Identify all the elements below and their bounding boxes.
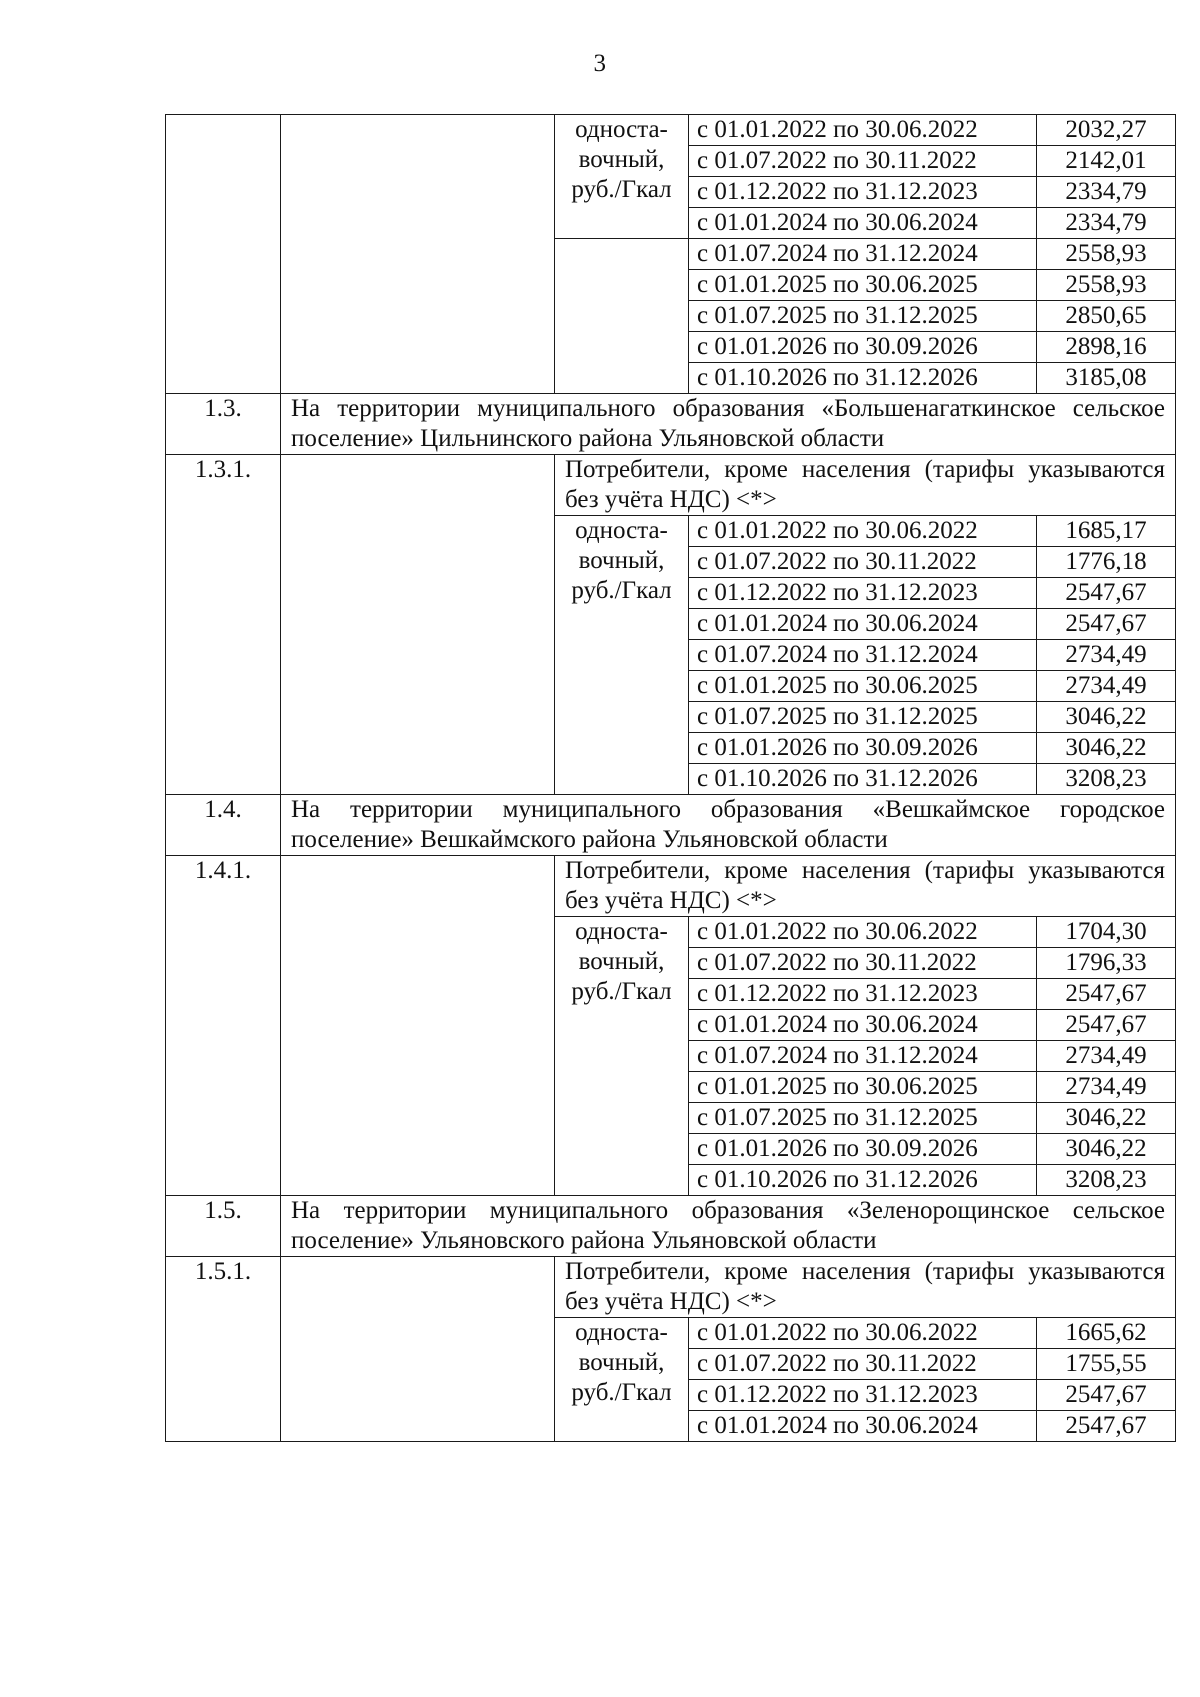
tariff-period: с 01.01.2024 по 30.06.2024 [689, 1411, 1037, 1442]
tariff-period: с 01.10.2026 по 31.12.2026 [689, 363, 1037, 394]
tariff-period: с 01.01.2024 по 30.06.2024 [689, 208, 1037, 239]
tariff-period: с 01.01.2024 по 30.06.2024 [689, 1010, 1037, 1041]
tariff-period: с 01.07.2025 по 31.12.2025 [689, 702, 1037, 733]
tariff-period: с 01.01.2022 по 30.06.2022 [689, 917, 1037, 948]
consumers-row [166, 856, 1176, 917]
tariff-table [165, 114, 1176, 1442]
tariff-period: с 01.01.2025 по 30.06.2025 [689, 1072, 1037, 1103]
tariff-period: с 01.07.2025 по 31.12.2025 [689, 1103, 1037, 1134]
tariff-value: 2547,67 [1037, 1380, 1176, 1411]
tariff-period: с 01.01.2026 по 30.09.2026 [689, 332, 1037, 363]
subsection-number: 1.3.1. [166, 455, 281, 795]
tariff-period: с 01.01.2024 по 30.06.2024 [689, 609, 1037, 640]
subsection-number: 1.5.1. [166, 1257, 281, 1442]
tariff-value: 3208,23 [1037, 1165, 1176, 1196]
tariff-value: 3185,08 [1037, 363, 1176, 394]
tariff-period: с 01.12.2022 по 31.12.2023 [689, 578, 1037, 609]
consumers-row [166, 1257, 1176, 1318]
section-header-row [166, 1196, 1176, 1257]
tariff-value: 2558,93 [1037, 270, 1176, 301]
tariff-period: с 01.01.2025 по 30.06.2025 [689, 270, 1037, 301]
tariff-value: 3046,22 [1037, 1103, 1176, 1134]
tariff-value: 3046,22 [1037, 702, 1176, 733]
tariff-value: 2334,79 [1037, 177, 1176, 208]
tariff-period: с 01.07.2022 по 30.11.2022 [689, 146, 1037, 177]
consumers-description: Потребители, кроме населения (тарифы указываются без учёта НДС) <*> [555, 856, 1176, 917]
empty-cell [166, 115, 281, 394]
consumers-description: Потребители, кроме населения (тарифы указываются без учёта НДС) <*> [555, 455, 1176, 516]
tariff-value: 1685,17 [1037, 516, 1176, 547]
empty-cell [281, 455, 555, 795]
section-header-row [166, 394, 1176, 455]
tariff-period: с 01.07.2022 по 30.11.2022 [689, 1349, 1037, 1380]
tariff-period: с 01.07.2022 по 30.11.2022 [689, 547, 1037, 578]
tariff-period: с 01.07.2024 по 31.12.2024 [689, 1041, 1037, 1072]
empty-cell [281, 1257, 555, 1442]
tariff-row [166, 115, 1176, 146]
tariff-value: 2734,49 [1037, 671, 1176, 702]
tariff-value: 2558,93 [1037, 239, 1176, 270]
section-number: 1.5. [166, 1196, 281, 1257]
tariff-value: 2547,67 [1037, 1411, 1176, 1442]
page-number: 3 [593, 50, 607, 77]
tariff-period: с 01.12.2022 по 31.12.2023 [689, 177, 1037, 208]
empty-cell [281, 115, 555, 394]
tariff-value: 1665,62 [1037, 1318, 1176, 1349]
tariff-value: 2334,79 [1037, 208, 1176, 239]
tariff-period: с 01.01.2022 по 30.06.2022 [689, 516, 1037, 547]
tariff-value: 2734,49 [1037, 1041, 1176, 1072]
section-number: 1.3. [166, 394, 281, 455]
tariff-period: с 01.12.2022 по 31.12.2023 [689, 979, 1037, 1010]
consumers-description: Потребители, кроме населения (тарифы указываются без учёта НДС) <*> [555, 1257, 1176, 1318]
tariff-value: 2734,49 [1037, 640, 1176, 671]
tariff-value: 3208,23 [1037, 764, 1176, 795]
tariff-value: 1796,33 [1037, 948, 1176, 979]
section-number: 1.4. [166, 795, 281, 856]
section-title: На территории муниципального образования «Зеленорощинское сельское поселение» Ульяновского района Ульяновской области [281, 1196, 1176, 1257]
tariff-period: с 01.07.2025 по 31.12.2025 [689, 301, 1037, 332]
tariff-unit-label: односта- вочный, руб./Гкал [555, 115, 689, 239]
consumers-row [166, 455, 1176, 516]
tariff-period: с 01.01.2026 по 30.09.2026 [689, 733, 1037, 764]
tariff-value: 2142,01 [1037, 146, 1176, 177]
tariff-value: 2734,49 [1037, 1072, 1176, 1103]
tariff-period: с 01.07.2022 по 30.11.2022 [689, 948, 1037, 979]
tariff-value: 1755,55 [1037, 1349, 1176, 1380]
tariff-value: 2032,27 [1037, 115, 1176, 146]
tariff-value: 2547,67 [1037, 979, 1176, 1010]
empty-cell [555, 239, 689, 394]
tariff-value: 3046,22 [1037, 1134, 1176, 1165]
tariff-value: 2547,67 [1037, 578, 1176, 609]
empty-cell [281, 856, 555, 1196]
tariff-period: с 01.07.2024 по 31.12.2024 [689, 640, 1037, 671]
subsection-number: 1.4.1. [166, 856, 281, 1196]
tariff-period: с 01.01.2022 по 30.06.2022 [689, 1318, 1037, 1349]
tariff-period: с 01.01.2025 по 30.06.2025 [689, 671, 1037, 702]
section-title: На территории муниципального образования «Большенагаткинское сельское поселение» Цильнинского района Ульяновской области [281, 394, 1176, 455]
tariff-value: 3046,22 [1037, 733, 1176, 764]
tariff-value: 2547,67 [1037, 609, 1176, 640]
tariff-unit-label: односта- вочный, руб./Гкал [555, 1318, 689, 1442]
tariff-value: 2898,16 [1037, 332, 1176, 363]
tariff-period: с 01.12.2022 по 31.12.2023 [689, 1380, 1037, 1411]
tariff-value: 2850,65 [1037, 301, 1176, 332]
tariff-unit-label: односта- вочный, руб./Гкал [555, 917, 689, 1196]
tariff-value: 1704,30 [1037, 917, 1176, 948]
tariff-value: 1776,18 [1037, 547, 1176, 578]
tariff-period: с 01.01.2026 по 30.09.2026 [689, 1134, 1037, 1165]
tariff-value: 2547,67 [1037, 1010, 1176, 1041]
section-title: На территории муниципального образования «Вешкаймское городское поселение» Вешкаймского района Ульяновской области [281, 795, 1176, 856]
tariff-period: с 01.10.2026 по 31.12.2026 [689, 764, 1037, 795]
tariff-period: с 01.07.2024 по 31.12.2024 [689, 239, 1037, 270]
tariff-period: с 01.01.2022 по 30.06.2022 [689, 115, 1037, 146]
tariff-period: с 01.10.2026 по 31.12.2026 [689, 1165, 1037, 1196]
tariff-unit-label: односта- вочный, руб./Гкал [555, 516, 689, 795]
section-header-row [166, 795, 1176, 856]
